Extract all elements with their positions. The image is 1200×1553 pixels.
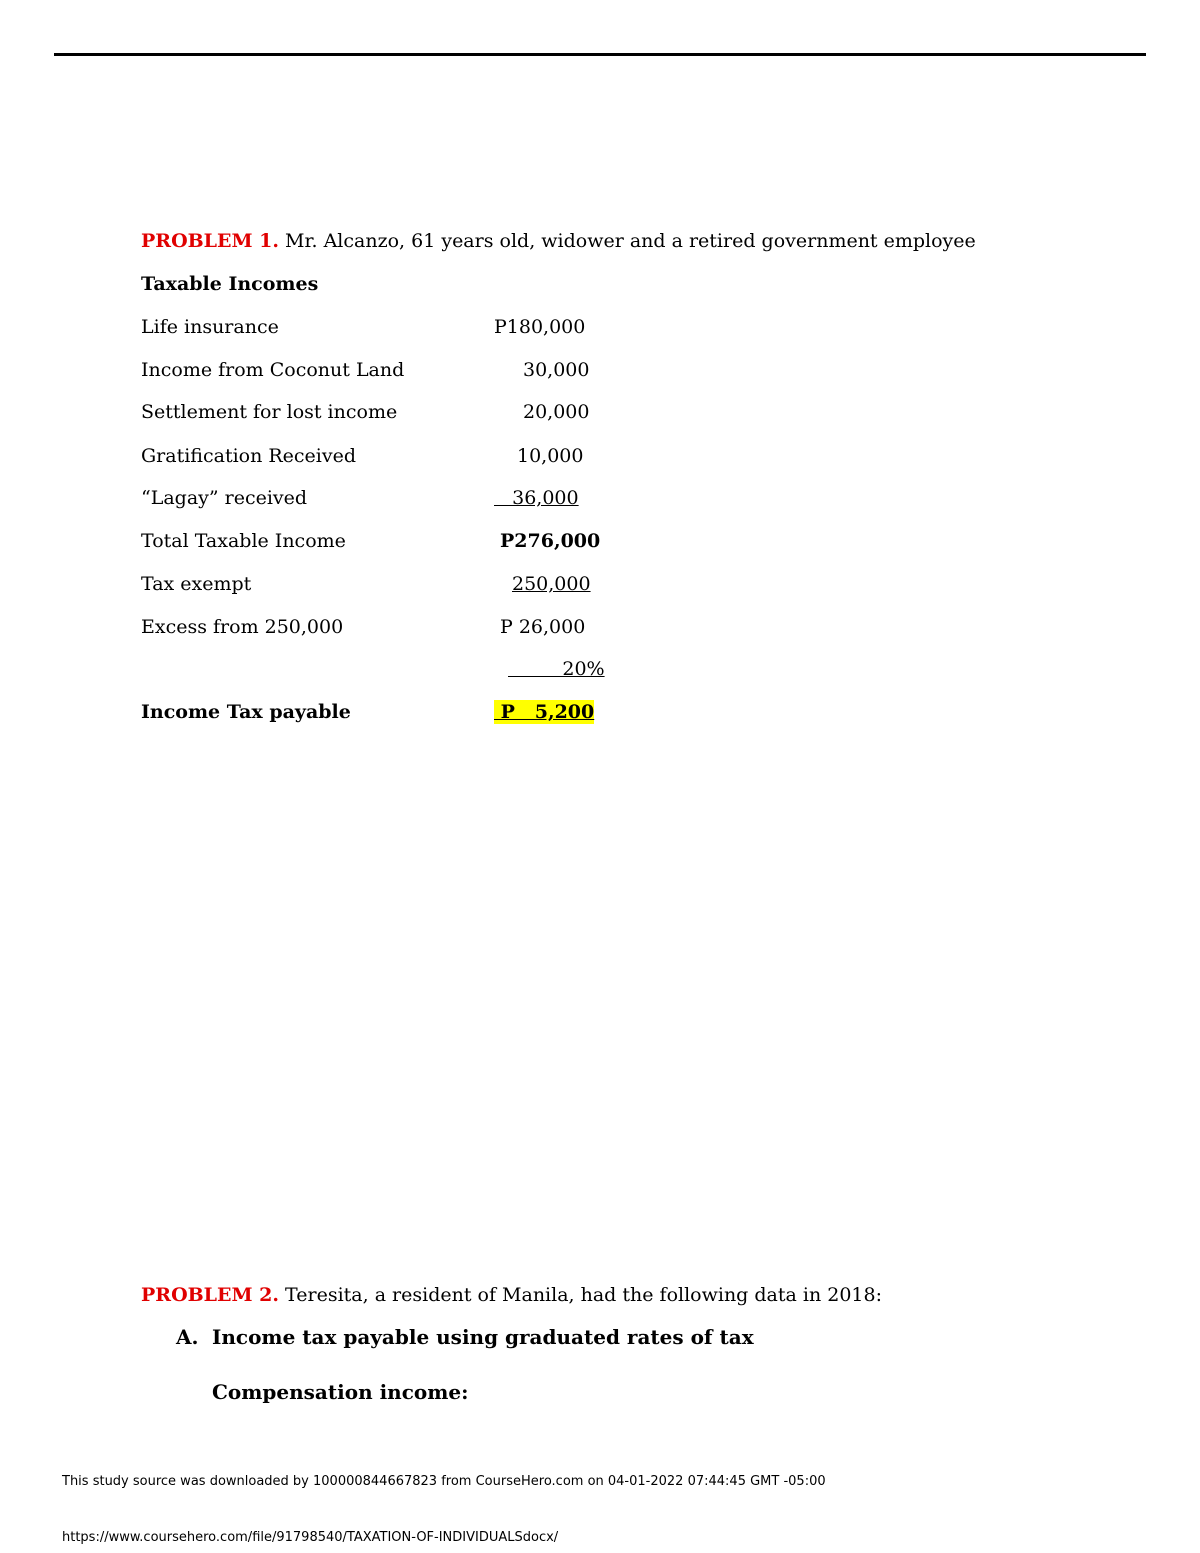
- row-value-coconut-land: 30,000: [523, 359, 590, 381]
- row-value-tax-exempt: 250,000: [512, 573, 591, 595]
- row-label-lagay: “Lagay” received: [141, 487, 308, 509]
- row-value-gratification: 10,000: [517, 445, 584, 467]
- compensation-income-heading: Compensation income:: [212, 1380, 469, 1404]
- problem2-text: Teresita, a resident of Manila, had the following data in 2018:: [279, 1284, 882, 1306]
- list-marker-a: A.: [176, 1325, 199, 1349]
- row-value-income-tax-payable: P 5,200: [494, 701, 595, 723]
- row-value-total-taxable: P276,000: [500, 530, 601, 552]
- row-label-settlement: Settlement for lost income: [141, 401, 398, 423]
- row-label-coconut-land: Income from Coconut Land: [141, 359, 405, 381]
- problem1-statement: [141, 229, 976, 253]
- taxable-incomes-heading: Taxable Incomes: [141, 273, 319, 295]
- source-url: https://www.coursehero.com/file/91798540/TAXATION-OF-INDIVIDUALSdocx/: [62, 1530, 559, 1545]
- row-value-lagay: 36,000: [494, 487, 579, 509]
- download-source-note: This study source was downloaded by 100000844667823 from CourseHero.com on 04-01-2022 07:44:45 GMT -05:00: [62, 1474, 826, 1489]
- problem1-text: Mr. Alcanzo, 61 years old, widower and a retired government employee: [279, 230, 976, 252]
- list-item-graduated-rates: Income tax payable using graduated rates of tax: [212, 1325, 754, 1349]
- row-value-settlement: 20,000: [523, 401, 590, 423]
- row-label-tax-exempt: Tax exempt: [141, 573, 252, 595]
- row-value-rate: 20%: [508, 658, 605, 680]
- problem2-statement: [141, 1283, 882, 1307]
- row-value-excess: P 26,000: [500, 616, 586, 638]
- row-label-excess: Excess from 250,000: [141, 616, 344, 638]
- row-label-income-tax-payable: Income Tax payable: [141, 701, 351, 723]
- row-label-total-taxable: Total Taxable Income: [141, 530, 346, 552]
- problem2-label: PROBLEM 2.: [141, 1284, 280, 1306]
- row-value-life-insurance: P180,000: [494, 316, 586, 338]
- row-label-life-insurance: Life insurance: [141, 316, 279, 338]
- problem1-label: PROBLEM 1.: [141, 230, 280, 252]
- page-top-rule: [54, 53, 1146, 56]
- row-label-gratification: Gratification Received: [141, 445, 357, 467]
